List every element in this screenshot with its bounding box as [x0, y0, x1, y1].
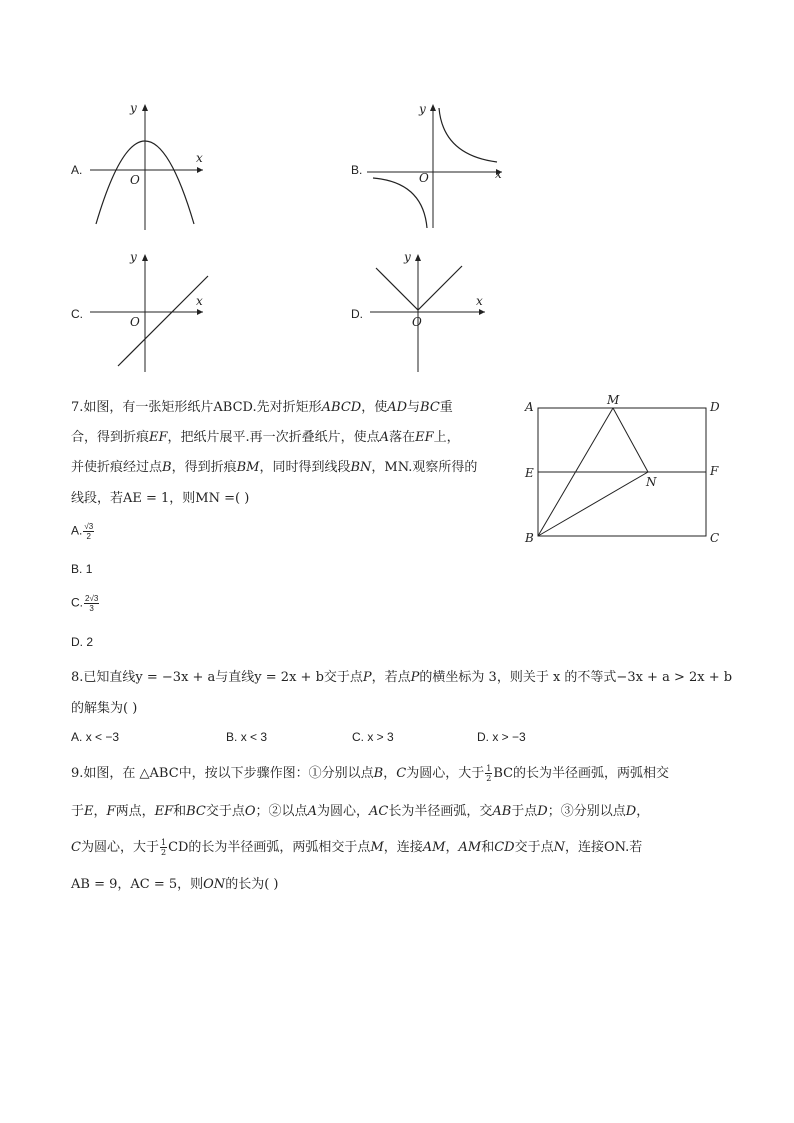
point-m-label: M [607, 393, 620, 407]
q9-line-2: 于E，F两点，EF和BC交于点O；②以点A为圆心，AC长为半径画弧，交AB于点D；③分别以点D， [71, 804, 650, 819]
q8-choice-b: B. x < 3 [226, 730, 268, 744]
graph-d-absolute [368, 248, 493, 373]
point-a-label: A [525, 400, 534, 414]
point-e-label: E [525, 466, 534, 480]
q7-choice-d: D. 2 [71, 635, 94, 649]
q7-line-4: 线段，若AE = 1，则MN =( ) [71, 491, 250, 506]
y-axis-label: y [130, 101, 137, 115]
q8-line-2: 的解集为( ) [71, 701, 138, 716]
q8-choice-a: A. x < −3 [71, 730, 120, 744]
x-axis-label: x [196, 151, 203, 165]
point-b-label: B [525, 531, 534, 545]
q9-line-1: 9.如图，在 △ABC中，按以下步骤作图：①分别以点B，C为圆心，大于 $\frac{1}{2}$ BC的长为半径画弧，两弧相交 [71, 764, 670, 783]
x-axis-label: x [495, 167, 502, 181]
q7-line-2: 合，得到折痕EF，把纸片展平.再一次折叠纸片，使点A落在EF上， [71, 430, 460, 445]
origin-label: O [130, 173, 140, 187]
graph-a-parabola [88, 98, 213, 233]
point-c-label: C [710, 531, 720, 545]
option-b-label: B. [351, 163, 363, 177]
q9-line-4: AB = 9，AC = 5，则ON的长为( ) [71, 877, 279, 892]
option-a-label: A. [71, 163, 83, 177]
point-d-label: D [710, 400, 720, 414]
q7-choice-a: A. $\frac{√3}{2}$ [71, 522, 94, 541]
q7-line-3: 并使折痕经过点B，得到折痕BM，同时得到线段BN，MN.观察所得的 [71, 460, 478, 475]
y-axis-label: y [404, 250, 411, 264]
q7-rectangle-figure [518, 392, 728, 552]
graph-c-line [88, 248, 213, 373]
x-axis-label: x [476, 294, 483, 308]
q7-choice-c: C. $\frac{2√3}{3}$ [71, 594, 99, 613]
q9-line-3: C为圆心，大于 $\frac{1}{2}$ CD的长为半径画弧，两弧相交于点M，连接AM，AM和CD交于点N，连接ON.若 [71, 838, 643, 857]
graph-b-hyperbola [365, 100, 510, 230]
option-d-label: D. [351, 307, 363, 321]
q8-line-1: 8.已知直线y = −3x + a与直线y = 2x + b交于点P，若点P的横坐标为 3，则关于 x 的不等式−3x + a > 2x + b [71, 670, 733, 685]
q7-choice-b: B. 1 [71, 562, 93, 576]
y-axis-label: y [130, 250, 137, 264]
x-axis-label: x [196, 294, 203, 308]
origin-label: O [130, 315, 140, 329]
point-f-label: F [710, 464, 719, 478]
q7-line-1: 7.如图，有一张矩形纸片ABCD.先对折矩形ABCD，使AD与BC重 [71, 400, 453, 415]
q8-choice-d: D. x > −3 [477, 730, 526, 744]
origin-label: O [419, 171, 429, 185]
origin-label: O [412, 315, 422, 329]
y-axis-label: y [419, 102, 426, 116]
q8-choice-c: C. x > 3 [352, 730, 394, 744]
option-c-label: C. [71, 307, 83, 321]
point-n-label: N [646, 475, 657, 489]
